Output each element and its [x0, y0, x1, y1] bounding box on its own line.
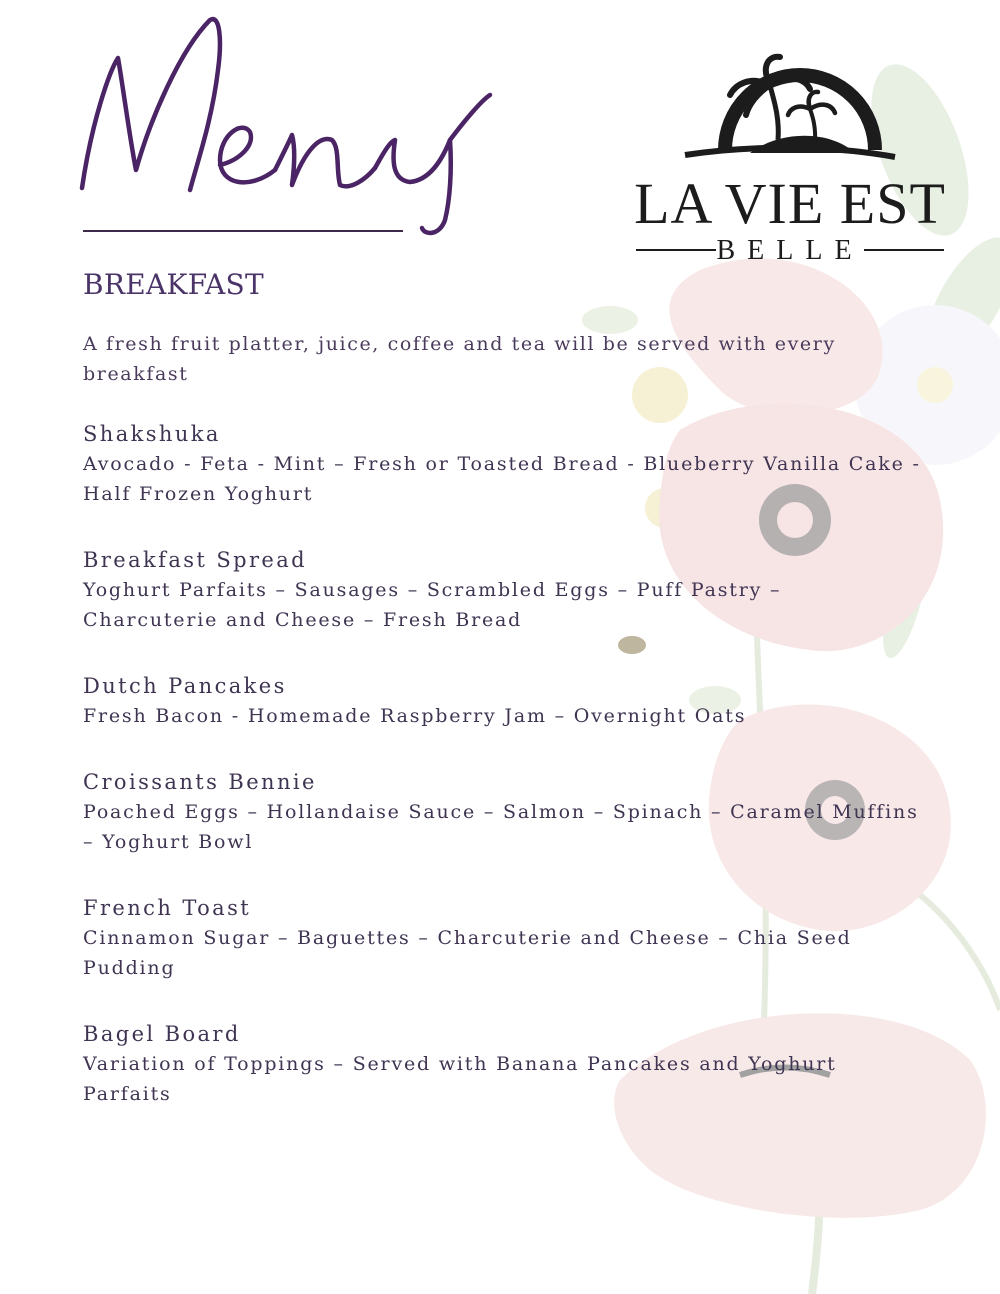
menu-item-name: Dutch Pancakes — [83, 674, 287, 698]
menu-content — [83, 268, 923, 1145]
menu-item-description: Cinnamon Sugar – Baguettes – Charcuterie and Cheese – Chia Seed Pudding — [83, 927, 852, 979]
menu-item-name: Breakfast Spread — [83, 548, 307, 572]
menu-item — [83, 767, 923, 857]
menu-item — [83, 893, 923, 983]
menu-item-name: French Toast — [83, 896, 252, 920]
section-title: BREAKFAST — [83, 268, 265, 301]
menu-item-description: Fresh Bacon - Homemade Raspberry Jam – Overnight Oats — [83, 705, 747, 727]
logo-wordmark: LA VIE EST — [634, 171, 946, 236]
title-underline — [83, 230, 403, 232]
menu-item-description: Variation of Toppings – Served with Banana Pancakes and Yoghurt Parfaits — [83, 1053, 837, 1105]
menu-item-description: Poached Eggs – Hollandaise Sauce – Salmon – Spinach – Caramel Muffins – Yoghurt Bowl — [83, 801, 919, 853]
menu-intro: A fresh fruit platter, juice, coffee and tea will be served with every breakfast — [83, 333, 836, 385]
menu-item-description: Avocado - Feta - Mint – Fresh or Toasted Bread - Blueberry Vanilla Cake - Half Frozen Yoghurt — [83, 453, 921, 505]
palm-island-logo-icon — [630, 45, 950, 175]
brand-logo — [630, 45, 950, 265]
menu-item — [83, 419, 923, 509]
menu-item-description: Yoghurt Parfaits – Sausages – Scrambled Eggs – Puff Pastry – Charcuterie and Cheese – Fresh Bread — [83, 579, 782, 631]
menu-script-title — [70, 0, 510, 240]
logo-subtitle: BELLE — [716, 235, 864, 266]
logo-rule-right — [864, 249, 944, 251]
menu-item-name: Bagel Board — [83, 1022, 241, 1046]
menu-item — [83, 1019, 923, 1109]
menu-item-name: Shakshuka — [83, 422, 221, 446]
menu-item — [83, 545, 923, 635]
menu-item-name: Croissants Bennie — [83, 770, 317, 794]
menu-item — [83, 671, 923, 731]
logo-subline — [636, 237, 944, 267]
